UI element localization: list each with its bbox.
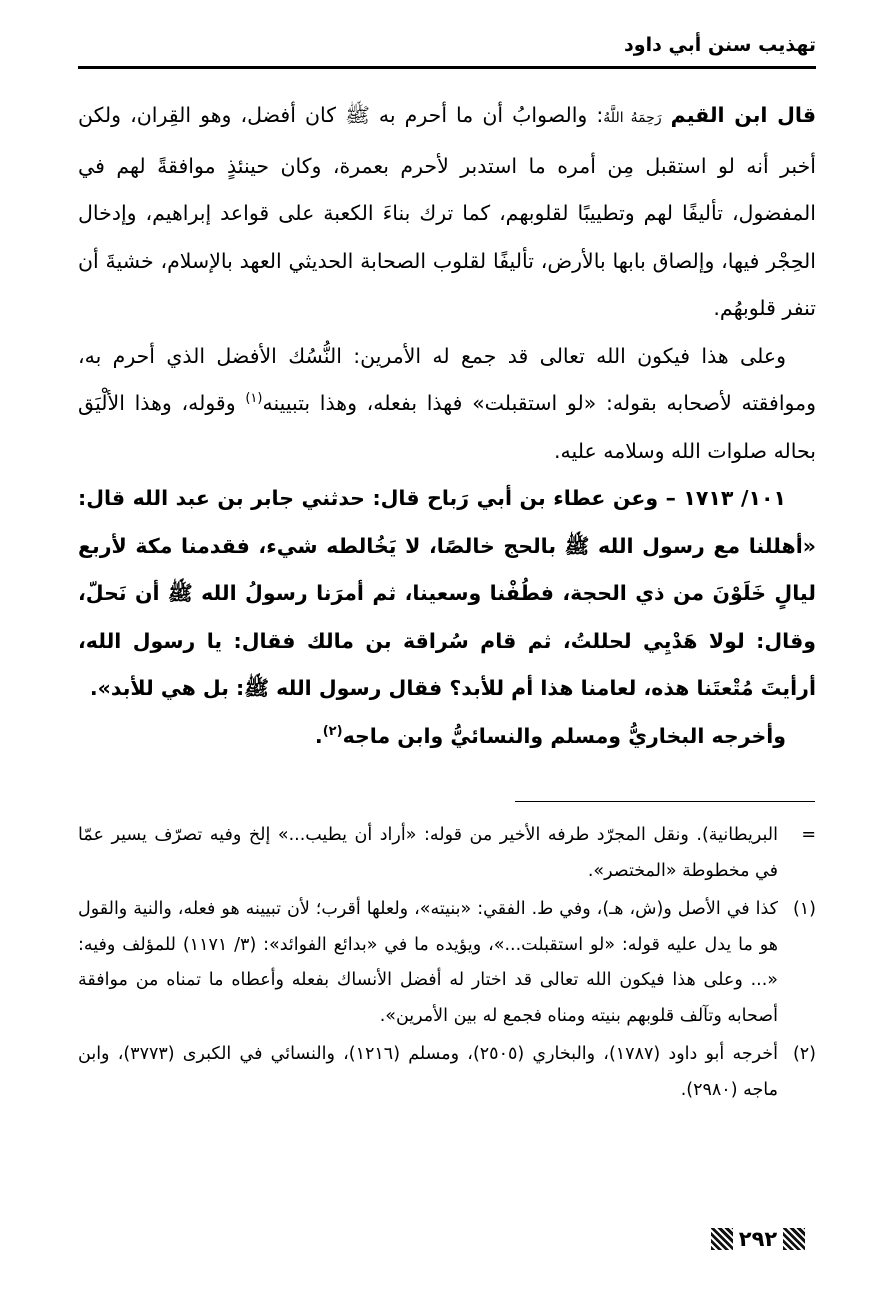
footnote-continuation: [78, 818, 816, 889]
footnote-1: [78, 892, 816, 1034]
footnote-text: أخرجه أبو داود (١٧٨٧)، والبخاري (٢٥٠٥)، ومسلم (١٢١٦)، والنسائي في الكبرى (٣٧٧٣)، وابن ماجه (٢٩٨٠).: [78, 1044, 778, 1100]
takhrij-text: وأخرجه البخاريُّ ومسلم والنسائيُّ وابن ماجه: [342, 723, 786, 748]
footnote-separator: [515, 801, 815, 802]
honorific: رَحِمَهُ اللَّهُ: [603, 110, 662, 126]
footnote-text: كذا في الأصل و(ش، هـ)، وفي ط. الفقي: «بنيته»، ولعلها أقرب؛ لأن تبيينه هو فعله، والنية والقول هو ما يدل عليه قوله: «لو استقبلت...»، ويؤيده ما في «بدائع الفوائد»: (٣/ ١١٧١) للمؤلف وفيه: «... وعلى هذا فيكون الله تعالى قد اختار له أفضل الأنساك بفعله وأعطاه ما تمناه من موافقة أصحابه وتآلف قلوبهم بنيته ومناه فجمع له بين الأمرين».: [78, 899, 778, 1026]
footnote-2: [78, 1037, 816, 1108]
ibn-qayyim-paragraph: [78, 92, 816, 333]
running-header: [78, 30, 816, 70]
footnote-text: البريطانية). ونقل المجرّد طرفه الأخير من قوله: «أراد أن يطيب...» إلخ وفيه تصرّف يسير عمّا في مخطوطة «المختصر».: [78, 825, 778, 881]
footnote-marker: =: [801, 825, 816, 845]
hadith-number: ١٠١/ ١٧١٣: [683, 486, 786, 510]
footnote-ref-1[interactable]: (١): [245, 391, 263, 407]
speaker-name: قال ابن القيم: [670, 103, 816, 127]
paragraph-text: وقوله، وهذا الألْيَق بحاله صلوات الله وسلامه عليه.: [78, 391, 816, 463]
hadith-paragraph: [78, 475, 816, 713]
paragraph-text: وعلى هذا فيكون الله تعالى قد جمع له الأمرين: النُّسُك الأفضل الذي أحرم به، وموافقته لأصحابه بقوله: «لو استقبلت» فهذا بفعله، وهذا بتبيينه: [78, 343, 816, 415]
page-number: ٢٩٢: [738, 1227, 778, 1251]
hadith-text: – وعن عطاء بن أبي رَباح قال: حدثني جابر بن عبد الله قال: «أهللنا مع رسول الله ﷺ بالحج خالصًا، لا يَخُالطه شيء، فقدمنا مكة لأربع ليالٍ خَلَوْنَ من ذي الحجة، فطُفْنا وسعينا، ثم أمرَنا رسولُ الله ﷺ أن نَحلّ، وقال: لولا هَدْيِي لحللتُ، ثم قام سُراقة بن مالك فقال: يا رسول الله، أرأيتَ مُتْعتَنا هذه، لعامنا هذا أم للأبد؟ فقال رسول الله ﷺ: بل هي للأبد».: [78, 486, 816, 700]
right-ornament-icon: [783, 1228, 805, 1250]
footnotes-section: [78, 818, 816, 1108]
conclusion-paragraph: [78, 333, 816, 476]
page-number-footer: [700, 1224, 816, 1254]
footnote-marker: (١): [792, 899, 816, 919]
left-ornament-icon: [711, 1228, 733, 1250]
takhrij-paragraph: وأخرجه البخاريُّ ومسلم والنسائيُّ وابن ماجه$^{(٢)}$.: [314, 723, 786, 748]
running-title: تهذيب سنن أبي داود: [624, 34, 816, 56]
footnote-marker: (٢): [792, 1044, 816, 1064]
header-rule: [78, 66, 816, 69]
footnote-ref-2[interactable]: (٢): [322, 723, 343, 739]
paragraph-text: : والصوابُ أن ما أحرم به ﷺ كان أفضل، وهو القِران، ولكن أخبر أنه لو استقبل مِن أمره ما استدبر لأحرم بعمرة، وكان حينئذٍ موافقةً لهم في المفضول، تأليفًا لهم وتطييبًا لقلوبهم، كما ترك بناءَ الكعبة على قواعد إبراهيم، وإدخال الحِجْر فيها، وإلصاق بابها بالأرض، تأليفًا لقلوب الصحابة الحديثي العهد بالإسلام، خشيةَ أن تنفر قلوبهُم.: [78, 103, 816, 320]
main-text: [78, 92, 816, 760]
